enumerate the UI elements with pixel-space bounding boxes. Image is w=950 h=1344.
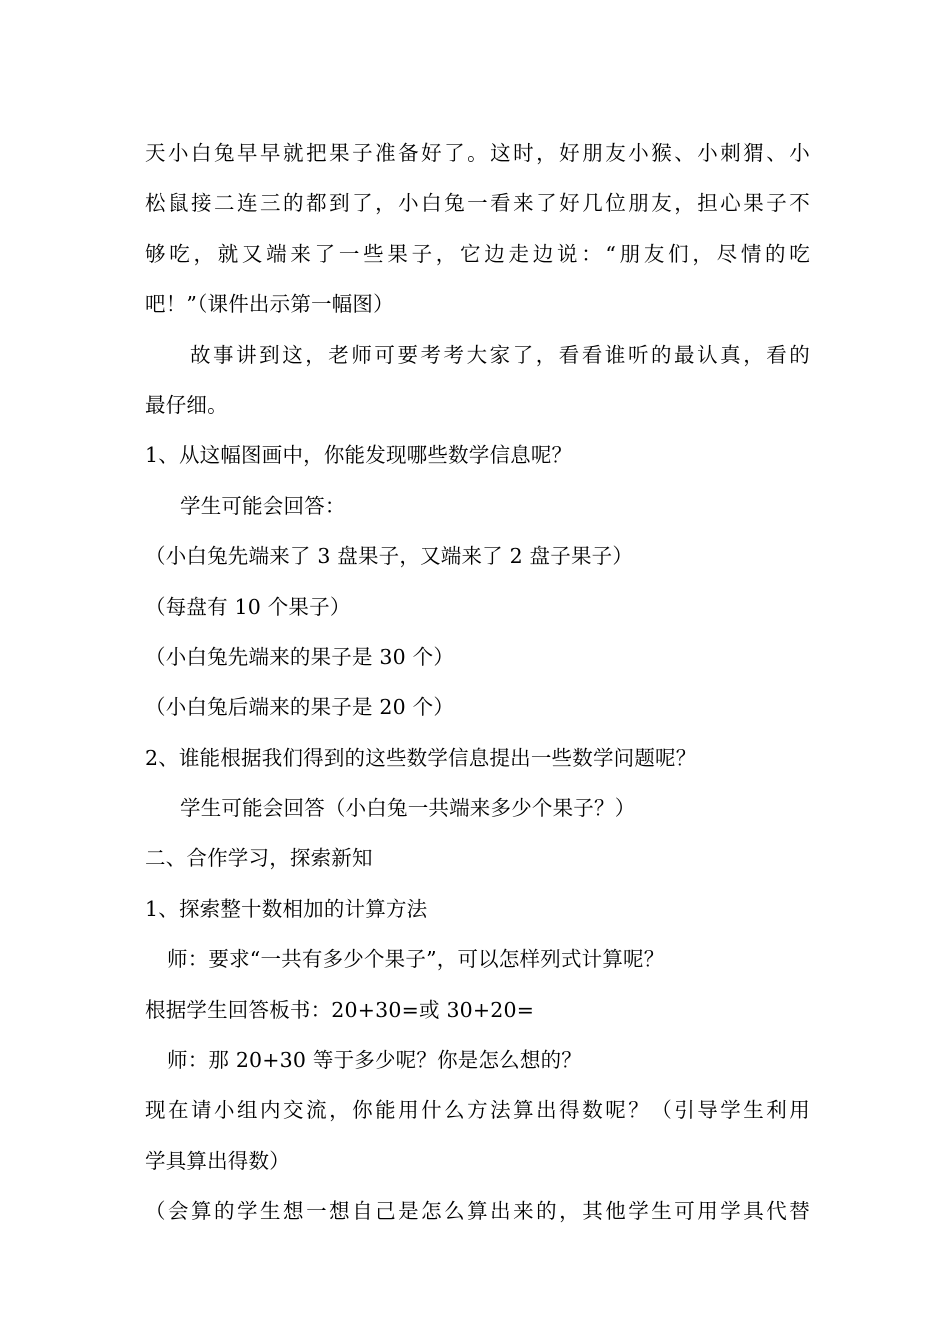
text-line: 故事讲到这，老师可要考考大家了，看看谁听的最认真，看的 — [190, 342, 810, 367]
text-line: 2、谁能根据我们得到的这些数学信息提出一些数学问题呢？ — [145, 745, 697, 770]
text-line: 吧！”（课件出示第一幅图） — [145, 292, 394, 317]
text-line: 松鼠接二连三的都到了，小白兔一看来了好几位朋友，担心果子不 — [145, 191, 810, 216]
subsection-heading: 1、探索整十数相加的计算方法 — [145, 896, 428, 921]
text-line: 学生可能会回答： — [180, 493, 346, 518]
text-line: （小白兔先端来了 3 盘果子，又端来了 2 盘子果子） — [145, 544, 634, 569]
text-line: （小白兔先端来的果子是 30 个） — [145, 644, 455, 669]
section-heading: 二、合作学习，探索新知 — [145, 846, 373, 871]
text-line: 1、从这幅图画中，你能发现哪些数学信息呢？ — [145, 443, 573, 468]
text-line: 学具算出得数） — [145, 1148, 290, 1173]
text-line: （每盘有 10 个果子） — [145, 594, 351, 619]
text-line: 师：那 20+30 等于多少呢？你是怎么想的？ — [167, 1048, 582, 1073]
text-line: （小白兔后端来的果子是 20 个） — [145, 695, 455, 720]
text-line: 天小白兔早早就把果子准备好了。这时，好朋友小猴、小刺猬、小 — [145, 141, 810, 165]
text-line: 学生可能会回答（小白兔一共端来多少个果子？） — [180, 796, 636, 821]
text-line: 根据学生回答板书：20+30=或 30+20= — [145, 997, 535, 1022]
document-page — [145, 128, 810, 1237]
text-line: 最仔细。 — [145, 392, 228, 417]
text-line: 现在请小组内交流，你能用什么方法算出得数呢？（引导学生利用 — [145, 1098, 810, 1123]
text-line: 够吃，就又端来了一些果子，它边走边说：“朋友们，尽情的吃 — [145, 241, 810, 266]
text-line: （会算的学生想一想自己是怎么算出来的，其他学生可用学具代替 — [145, 1199, 810, 1224]
text-line: 师：要求“一共有多少个果子”，可以怎样列式计算呢？ — [167, 947, 665, 972]
